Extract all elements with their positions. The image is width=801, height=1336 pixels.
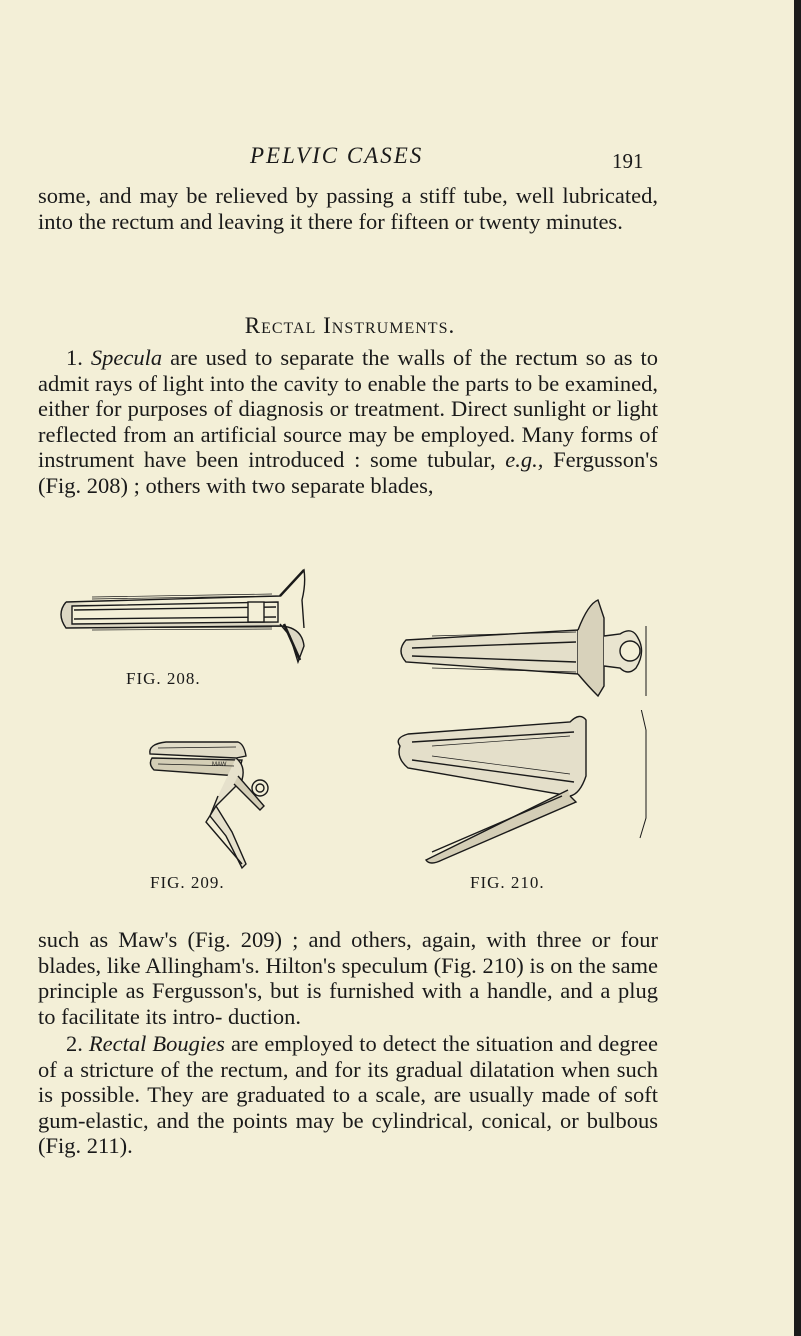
running-head: PELVIC CASES xyxy=(250,143,424,168)
specula-text: are used to separate the walls of the rectum so as to admit rays of light into the cavity to enable the parts to be examined, either for purposes of diagnosis or treatment. Direct sunlight or light reflected from an artificial source may be employed. Many forms of instrument have been introduced : some tubular, xyxy=(38,345,659,472)
fig-208-label: FIG. 208. xyxy=(126,669,201,688)
specula-paragraph xyxy=(38,345,658,498)
bougies-paragraph xyxy=(38,1031,658,1159)
fig-209-illustration xyxy=(146,736,276,870)
continued-text: such as Maw's (Fig. 209) ; and others, again, with three or four blades, like Allingham's. Hilton's speculum (Fig. 210) is on the same principle as Fergusson's, but is furnished with a handle, and a plug to facilitate its intro- duction. xyxy=(38,927,658,1029)
fig-210-illustration-lower xyxy=(392,710,650,874)
page-number: 191 xyxy=(612,149,644,173)
bougies-text: are employed to detect the situation and degree of a stricture of the rectum, and for its gradual dilatation when such is possible. They are graduated to a scale, are usually made of soft gum-elastic, and the points may be cylindrical, conical, or bulbous (Fig. 211). xyxy=(38,1031,658,1158)
fig-210-illustration-upper xyxy=(392,596,650,700)
fig-208-illustration xyxy=(52,566,312,666)
intro-paragraph xyxy=(38,183,658,234)
section-heading: Rectal Instruments. xyxy=(244,313,456,338)
term-specula: Specula xyxy=(90,345,163,370)
page-header xyxy=(0,143,801,179)
eg-abbrev: e.g., xyxy=(505,447,544,472)
fig-209-label: FIG. 209. xyxy=(150,873,225,892)
item-number: 2. xyxy=(66,1031,83,1056)
maw-stamp: MAW xyxy=(212,762,227,768)
page-edge-shadow xyxy=(794,0,801,1336)
fig-210-label: FIG. 210. xyxy=(470,873,545,892)
specula-text-end: Fergusson's (Fig. 208) ; others with two separate blades, xyxy=(38,447,659,498)
term-rectal-bougies: Rectal Bougies xyxy=(88,1031,225,1056)
continued-paragraph xyxy=(38,927,658,1029)
intro-text: some, and may be relieved by passing a stiff tube, well lubricated, into the rectum and leaving it there for fifteen or twenty minutes. xyxy=(38,183,658,234)
item-number: 1. xyxy=(66,345,83,370)
